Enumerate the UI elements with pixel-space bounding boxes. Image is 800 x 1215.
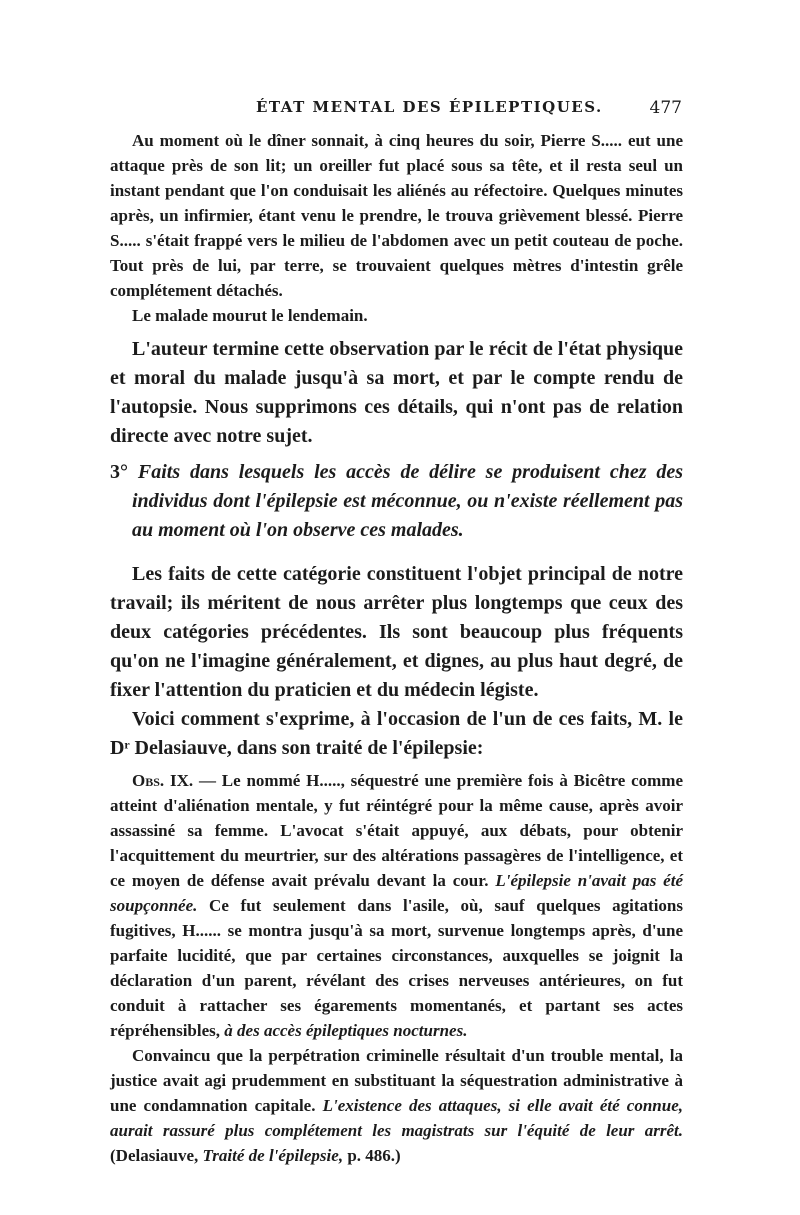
observation-continuation xyxy=(110,128,683,328)
author-summary xyxy=(110,335,683,451)
section-3-body xyxy=(110,560,683,763)
page-header xyxy=(112,98,682,122)
observation-paragraph xyxy=(110,768,683,1043)
observation-conclusion-text: Convaincu que la perpétration criminelle résultait d'un trouble mental, la justice avait agi prudemment en substituant la séquestration administrative à une condamnation capitale. xyxy=(110,1046,683,1115)
observation-italic-2: à des accès épileptiques nocturnes. xyxy=(224,1021,468,1040)
section-number: 3° xyxy=(110,461,128,483)
section-3 xyxy=(110,458,683,545)
page-number: 477 xyxy=(649,98,682,118)
observation-text-middle: Ce fut seulement dans l'asile, où, sauf quelques agitations fugitives, H...... se montra jusqu'à sa mort, survenue longtemps après, d'une parfaite lucidité, que par certaines circonstances, auxquelles se joignit la déclaration d'un parent, révélant des crises nerveuses antérieures, on fut conduit à rattacher ses égarements momentanés, et partant ses actes répréhensibles, xyxy=(110,896,683,1040)
observation-conclusion xyxy=(110,1043,683,1168)
observation-ix xyxy=(110,768,683,1168)
citation-work: Traité de l'épilepsie, xyxy=(202,1146,344,1165)
paragraph-category-intro: Les faits de cette catégorie constituent l'objet principal de notre travail; ils méritent de nous arrêter plus longtemps que ceux des deux catégories précédentes. Ils sont beaucoup plus fréquents qu'on ne l'imagine généralement, et dignes, au plus haut degré, de fixer l'attention du praticien et du médecin légiste. xyxy=(110,563,683,701)
observation-label: Obs. IX. xyxy=(132,771,194,790)
section-title: Faits dans lesquels les accès de délire se produisent chez des individus dont l'épilepsie est méconnue, ou n'existe réellement pas au moment où l'on observe ces malades. xyxy=(132,461,684,541)
paragraph-author-note: L'auteur termine cette observation par le récit de l'état physique et moral du malade jusqu'à sa mort, et par le compte rendu de l'autopsie. Nous supprimons ces détails, qui n'ont pas de relation directe avec notre sujet. xyxy=(110,338,683,447)
citation-author: (Delasiauve, xyxy=(110,1146,199,1165)
paragraph-dinner-incident: Au moment où le dîner sonnait, à cinq heures du soir, Pierre S..... eut une attaque près de son lit; un oreiller fut placé sous sa tête, et il resta seul un instant pendant que l'on conduisait les aliénés au réfectoire. Quelques minutes après, un infirmier, étant venu le prendre, le trouva grièvement blessé. Pierre S..... s'était frappé vers le milieu de l'abdomen avec un petit couteau de poche. Tout près de lui, par terre, se trouvaient quelques mètres d'intestin grêle complétement détachés. xyxy=(110,131,683,300)
observation-text-before: — Le nommé H....., séquestré une première fois à Bicêtre comme atteint d'aliénation mentale, y fut réintégré pour la même cause, après avoir assassiné sa femme. L'avocat s'était appuyé, aux débats, pour obtenir l'acquittement du meurtrier, sur des altérations passagères de l'intelligence, et ce moyen de défense avait prévalu devant la cour. xyxy=(110,771,683,890)
observation-italic-3: L'existence des attaques, si elle avait été connue, aurait rassuré plus complétement les magistrats sur l'équité de leur arrêt. xyxy=(110,1096,683,1140)
running-title: ÉTAT MENTAL DES ÉPILEPTIQUES. xyxy=(256,98,603,116)
citation-page: p. 486.) xyxy=(347,1146,401,1165)
paragraph-patient-death: Le malade mourut le lendemain. xyxy=(132,306,368,325)
section-heading xyxy=(110,458,683,545)
observation-italic-1: L'épilepsie n'avait pas été soupçonnée. xyxy=(110,871,683,915)
paragraph-delasiauve-intro: Voici comment s'exprime, à l'occasion de l'un de ces faits, M. le Dʳ Delasiauve, dans son traité de l'épilepsie: xyxy=(110,708,683,759)
